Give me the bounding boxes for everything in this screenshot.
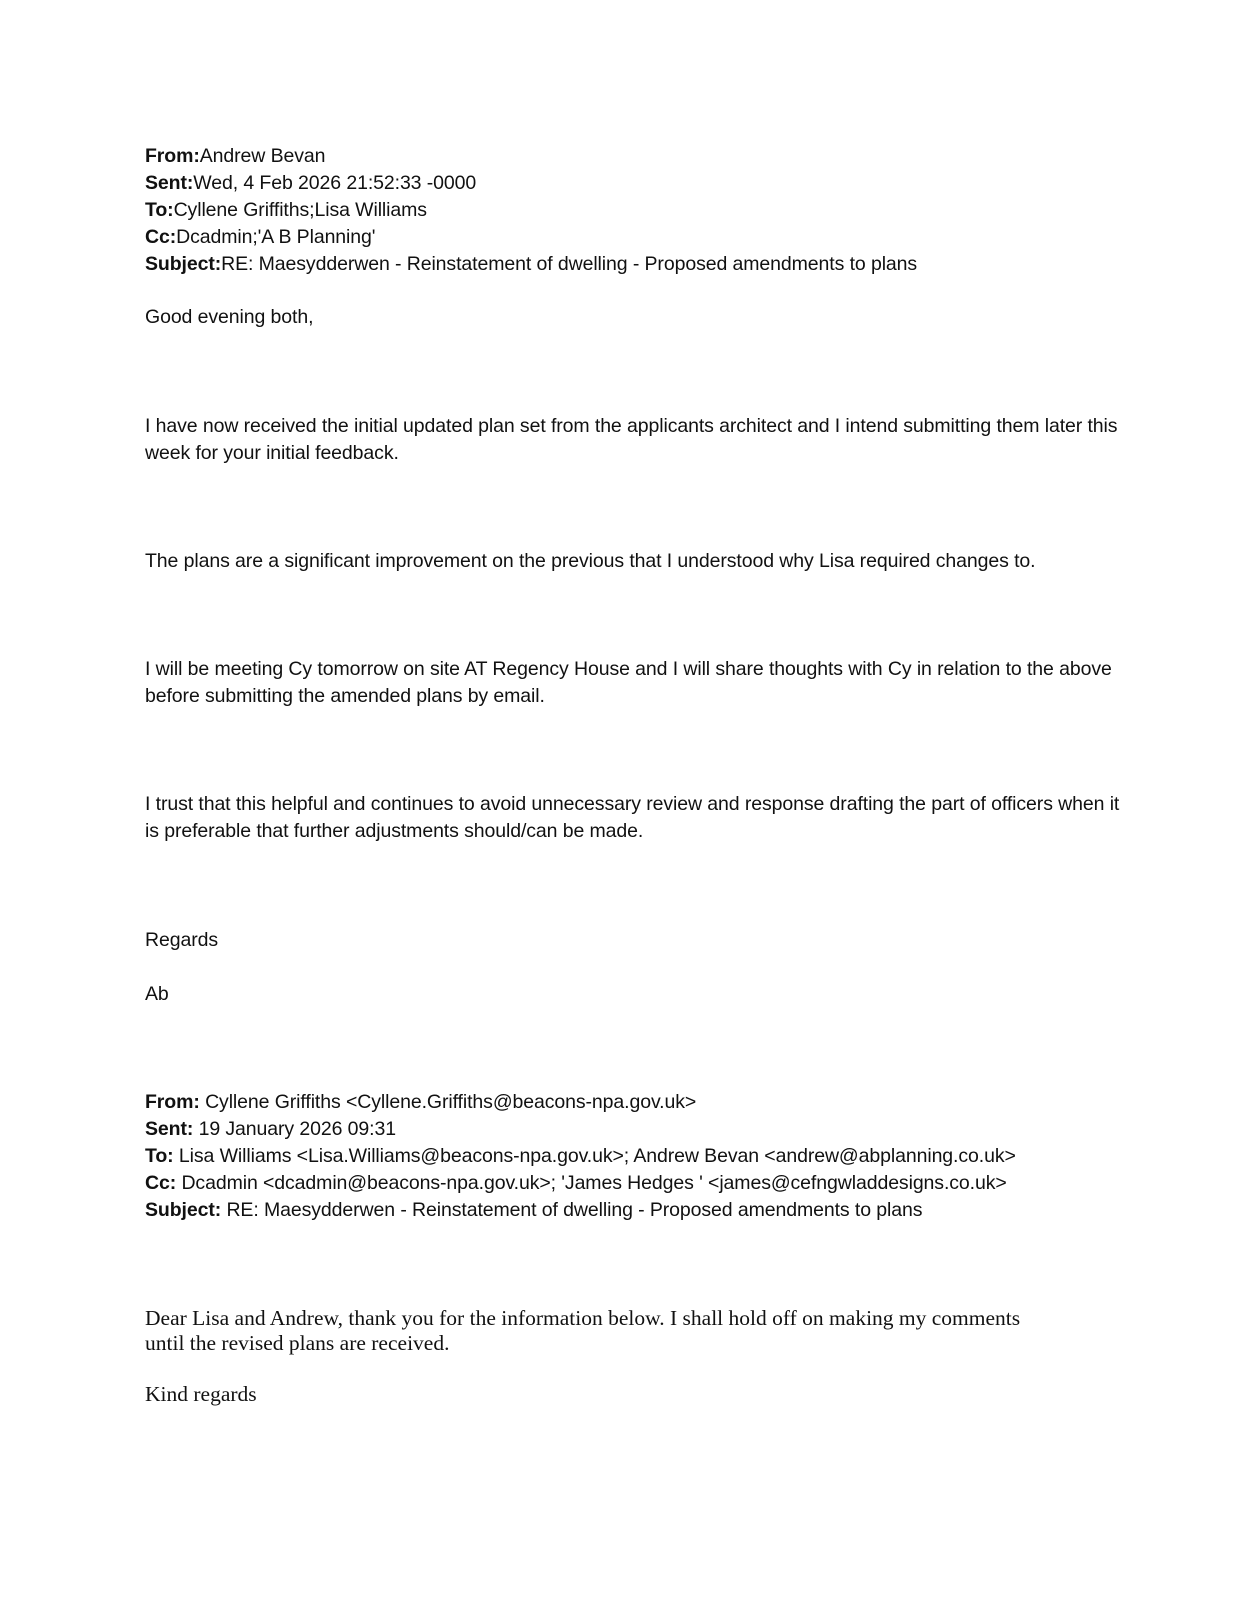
email2-from-label: From: (145, 1091, 200, 1113)
email1-subject-label: Subject: (145, 253, 222, 275)
email2-subject-value: RE: Maesydderwen - Reinstatement of dwelling - Proposed amendments to plans (221, 1199, 923, 1221)
email1-to-value: Cyllene Griffiths;Lisa Williams (173, 199, 427, 221)
email2-cc-label: Cc: (145, 1172, 177, 1194)
email2-from-value: Cyllene Griffiths <Cyllene.Griffiths@beacons-npa.gov.uk> (199, 1091, 697, 1113)
email1-signature: Ab (145, 983, 169, 1005)
email2-from-line (145, 1089, 1125, 1116)
email2-sent-value: 19 January 2026 09:31 (193, 1118, 396, 1140)
email1-to-line (145, 197, 1125, 224)
email1-header (145, 143, 1125, 278)
email1-from-value: Andrew Bevan (199, 145, 326, 167)
email1-cc-line (145, 224, 1125, 251)
email1-paragraph: The plans are a significant improvement on the previous that I understood why Lisa required changes to. (145, 550, 1036, 572)
email2-to-label: To: (145, 1145, 174, 1167)
email1-sent-value: Wed, 4 Feb 2026 21:52:33 -0000 (193, 172, 477, 194)
email2-body: Dear Lisa and Andrew, thank you for the information below. I shall hold off on making my comments until the revised plans are received. (145, 1306, 1021, 1355)
email1-sent-label: Sent: (145, 172, 194, 194)
email1-to-label: To: (145, 199, 174, 221)
email1-greeting: Good evening both, (145, 306, 314, 328)
email2-to-value: Lisa Williams <Lisa.Williams@beacons-npa.gov.uk>; Andrew Bevan <andrew@abplanning.co.uk> (173, 1145, 1016, 1167)
email1-paragraph: I will be meeting Cy tomorrow on site AT Regency House and I will share thoughts with Cy in relation to the above before submitting the amended plans by email. (145, 658, 1112, 707)
email2-sent-label: Sent: (145, 1118, 194, 1140)
email2-to-line (145, 1143, 1125, 1170)
email2-cc-line (145, 1170, 1125, 1197)
email2-subject-line (145, 1197, 1125, 1224)
email1-paragraph: I have now received the initial updated plan set from the applicants architect and I intend submitting them later this week for your initial feedback. (145, 415, 1118, 464)
email1-subject-line (145, 251, 1125, 278)
email1-cc-label: Cc: (145, 226, 177, 248)
email1-signoff: Regards (145, 929, 219, 951)
email2-sent-line (145, 1116, 1125, 1143)
email2-signoff: Kind regards (145, 1382, 257, 1406)
email2-subject-label: Subject: (145, 1199, 222, 1221)
email2-cc-value: Dcadmin <dcadmin@beacons-npa.gov.uk>; 'James Hedges ' <james@cefngwladdesigns.co.uk> (176, 1172, 1007, 1194)
email1-sent-line (145, 170, 1125, 197)
email2-header (145, 1089, 1125, 1224)
email1-subject-value: RE: Maesydderwen - Reinstatement of dwelling - Proposed amendments to plans (221, 253, 918, 275)
email1-cc-value: Dcadmin;'A B Planning' (176, 226, 376, 248)
email1-from-line (145, 143, 1125, 170)
email1-paragraph: I trust that this helpful and continues to avoid unnecessary review and response drafting the part of officers when it is preferable that further adjustments should/can be made. (145, 793, 1120, 842)
email1-from-label: From: (145, 145, 200, 167)
